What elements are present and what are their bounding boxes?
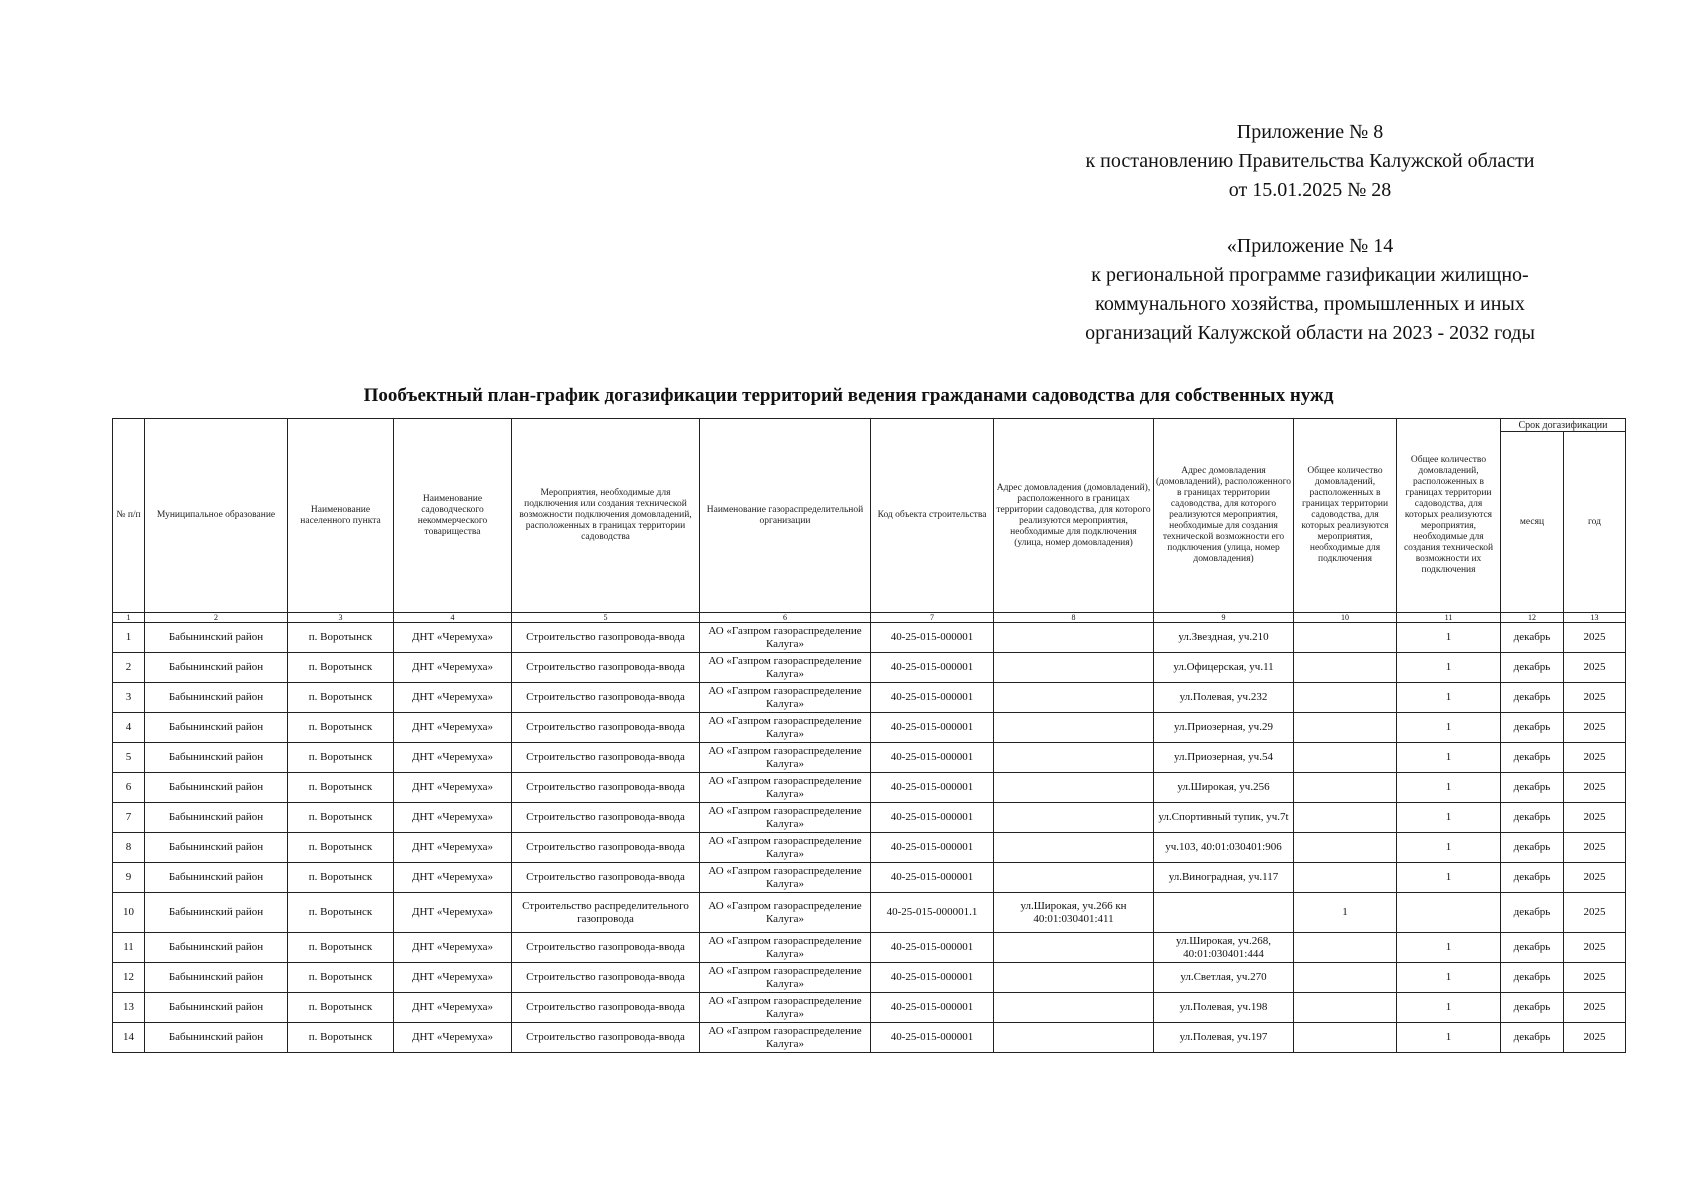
year-cell: 2025 [1564,933,1626,963]
settlement-cell: п. Воротынск [288,893,394,933]
partnership-cell: ДНТ «Черемуха» [394,683,512,713]
count-connection-cell: 1 [1294,893,1397,933]
address-capability-cell: ул.Широкая, уч.256 [1154,773,1294,803]
gas-org-cell: АО «Газпром газораспределение Калуга» [700,1023,871,1053]
municipality-cell: Бабынинский район [145,963,288,993]
header-year: год [1564,432,1626,613]
settlement-cell: п. Воротынск [288,833,394,863]
settlement-cell: п. Воротынск [288,1023,394,1053]
address-capability-cell: уч.103, 40:01:030401:906 [1154,833,1294,863]
header-line: от 15.01.2025 № 28 [1228,179,1392,201]
year-cell: 2025 [1564,803,1626,833]
count-capability-cell: 1 [1397,933,1501,963]
year-cell: 2025 [1564,963,1626,993]
measure-cell: Строительство газопровода-ввода [512,1023,700,1053]
measure-cell: Строительство газопровода-ввода [512,863,700,893]
month-cell: декабрь [1501,653,1564,683]
gas-org-cell: АО «Газпром газораспределение Калуга» [700,683,871,713]
object-code-cell: 40-25-015-000001 [871,713,994,743]
municipality-cell: Бабынинский район [145,833,288,863]
object-code-cell: 40-25-015-000001.1 [871,893,994,933]
count-connection-cell [1294,833,1397,863]
object-code-cell: 40-25-015-000001 [871,963,994,993]
partnership-cell: ДНТ «Черемуха» [394,993,512,1023]
partnership-cell: ДНТ «Черемуха» [394,743,512,773]
table-row [113,743,1626,773]
count-capability-cell: 1 [1397,713,1501,743]
month-cell: декабрь [1501,993,1564,1023]
count-connection-cell [1294,683,1397,713]
month-cell: декабрь [1501,623,1564,653]
table-row [113,833,1626,863]
year-cell: 2025 [1564,713,1626,743]
header-month: месяц [1501,432,1564,613]
month-cell: декабрь [1501,1023,1564,1053]
object-code-cell: 40-25-015-000001 [871,773,994,803]
column-number: 1 [113,613,145,623]
address-connection-cell [994,713,1154,743]
address-connection-cell [994,963,1154,993]
gas-org-cell: АО «Газпром газораспределение Калуга» [700,713,871,743]
row-number: 12 [113,963,145,993]
table-row [113,863,1626,893]
partnership-cell: ДНТ «Черемуха» [394,1023,512,1053]
measure-cell: Строительство распределительного газопровода [512,893,700,933]
address-capability-cell: ул.Широкая, уч.268, 40:01:030401:444 [1154,933,1294,963]
row-number: 7 [113,803,145,833]
year-cell: 2025 [1564,683,1626,713]
month-cell: декабрь [1501,833,1564,863]
address-connection-cell [994,653,1154,683]
month-cell: декабрь [1501,683,1564,713]
gas-org-cell: АО «Газпром газораспределение Калуга» [700,863,871,893]
address-capability-cell: ул.Полевая, уч.232 [1154,683,1294,713]
partnership-cell: ДНТ «Черемуха» [394,833,512,863]
column-number: 10 [1294,613,1397,623]
address-connection-cell [994,863,1154,893]
gas-org-cell: АО «Газпром газораспределение Калуга» [700,933,871,963]
header-address-connection: Адрес домовладения (домовладений), расположенного в границах территории садоводства, для которого реализуются мероприятия, необходимые для подключения (улица, номер домовладения) [994,419,1154,613]
partnership-cell: ДНТ «Черемуха» [394,653,512,683]
count-capability-cell [1397,893,1501,933]
count-capability-cell: 1 [1397,653,1501,683]
gas-org-cell: АО «Газпром газораспределение Калуга» [700,653,871,683]
object-code-cell: 40-25-015-000001 [871,863,994,893]
count-capability-cell: 1 [1397,623,1501,653]
header-line: к региональной программе газификации жилищно- [1091,264,1529,286]
municipality-cell: Бабынинский район [145,623,288,653]
table-row [113,933,1626,963]
count-connection-cell [1294,653,1397,683]
column-number: 13 [1564,613,1626,623]
count-connection-cell [1294,803,1397,833]
count-capability-cell: 1 [1397,833,1501,863]
header-gas-org: Наименование газораспределительной организации [700,419,871,613]
object-code-cell: 40-25-015-000001 [871,833,994,863]
address-capability-cell: ул.Виноградная, уч.117 [1154,863,1294,893]
count-connection-cell [1294,773,1397,803]
header-line: коммунального хозяйства, промышленных и иных [1095,293,1525,315]
year-cell: 2025 [1564,1023,1626,1053]
count-capability-cell: 1 [1397,993,1501,1023]
table-row [113,623,1626,653]
month-cell: декабрь [1501,743,1564,773]
municipality-cell: Бабынинский район [145,893,288,933]
address-connection-cell: ул.Широкая, уч.266 кн 40:01:030401:411 [994,893,1154,933]
year-cell: 2025 [1564,893,1626,933]
count-connection-cell [1294,623,1397,653]
address-connection-cell [994,933,1154,963]
municipality-cell: Бабынинский район [145,933,288,963]
header-object-code: Код объекта строительства [871,419,994,613]
table-row [113,683,1626,713]
year-cell: 2025 [1564,653,1626,683]
column-number: 11 [1397,613,1501,623]
year-cell: 2025 [1564,993,1626,1023]
address-connection-cell [994,773,1154,803]
header-line: Приложение № 8 [1236,121,1384,143]
gas-org-cell: АО «Газпром газораспределение Калуга» [700,993,871,1023]
month-cell: декабрь [1501,963,1564,993]
settlement-cell: п. Воротынск [288,773,394,803]
count-connection-cell [1294,963,1397,993]
table-row [113,963,1626,993]
address-capability-cell: ул.Светлая, уч.270 [1154,963,1294,993]
row-number: 13 [113,993,145,1023]
address-capability-cell: ул.Приозерная, уч.29 [1154,713,1294,743]
measure-cell: Строительство газопровода-ввода [512,713,700,743]
row-number: 8 [113,833,145,863]
column-number: 2 [145,613,288,623]
year-cell: 2025 [1564,833,1626,863]
municipality-cell: Бабынинский район [145,863,288,893]
column-number: 5 [512,613,700,623]
municipality-cell: Бабынинский район [145,993,288,1023]
address-capability-cell: ул.Звездная, уч.210 [1154,623,1294,653]
settlement-cell: п. Воротынск [288,743,394,773]
count-capability-cell: 1 [1397,773,1501,803]
object-code-cell: 40-25-015-000001 [871,1023,994,1053]
count-connection-cell [1294,713,1397,743]
month-cell: декабрь [1501,933,1564,963]
address-connection-cell [994,683,1154,713]
measure-cell: Строительство газопровода-ввода [512,773,700,803]
header-settlement: Наименование населенного пункта [288,419,394,613]
measure-cell: Строительство газопровода-ввода [512,653,700,683]
row-number: 2 [113,653,145,683]
partnership-cell: ДНТ «Черемуха» [394,893,512,933]
column-number: 4 [394,613,512,623]
appendix-14-header [1020,232,1600,348]
count-capability-cell: 1 [1397,683,1501,713]
header-address-capability: Адрес домовладения (домовладений), расположенного в границах территории садоводства, для которого реализуются мероприятия, необходимые для создания технической возможности его подключения (улица, номер домовладения) [1154,419,1294,613]
measure-cell: Строительство газопровода-ввода [512,993,700,1023]
header-measures: Мероприятия, необходимые для подключения или создания технической возможности подключения домовладений, расположенных в границах территории садоводства [512,419,700,613]
gas-org-cell: АО «Газпром газораспределение Калуга» [700,963,871,993]
address-capability-cell: ул.Полевая, уч.197 [1154,1023,1294,1053]
municipality-cell: Бабынинский район [145,743,288,773]
gas-org-cell: АО «Газпром газораспределение Калуга» [700,623,871,653]
header-line: к постановлению Правительства Калужской области [1085,150,1535,172]
object-code-cell: 40-25-015-000001 [871,743,994,773]
row-number: 5 [113,743,145,773]
partnership-cell: ДНТ «Черемуха» [394,803,512,833]
gas-org-cell: АО «Газпром газораспределение Калуга» [700,833,871,863]
count-capability-cell: 1 [1397,963,1501,993]
header-partnership: Наименование садоводческого некоммерческого товарищества [394,419,512,613]
column-number: 12 [1501,613,1564,623]
measure-cell: Строительство газопровода-ввода [512,743,700,773]
partnership-cell: ДНТ «Черемуха» [394,963,512,993]
table-row [113,993,1626,1023]
gas-org-cell: АО «Газпром газораспределение Калуга» [700,773,871,803]
object-code-cell: 40-25-015-000001 [871,993,994,1023]
count-capability-cell: 1 [1397,743,1501,773]
header-municipality: Муниципальное образование [145,419,288,613]
settlement-cell: п. Воротынск [288,653,394,683]
partnership-cell: ДНТ «Черемуха» [394,713,512,743]
settlement-cell: п. Воротынск [288,803,394,833]
address-capability-cell: ул.Спортивный тупик, уч.7t [1154,803,1294,833]
table-row [113,803,1626,833]
settlement-cell: п. Воротынск [288,683,394,713]
gas-org-cell: АО «Газпром газораспределение Калуга» [700,893,871,933]
month-cell: декабрь [1501,803,1564,833]
address-capability-cell: ул.Офицерская, уч.11 [1154,653,1294,683]
row-number: 6 [113,773,145,803]
year-cell: 2025 [1564,623,1626,653]
count-capability-cell: 1 [1397,1023,1501,1053]
settlement-cell: п. Воротынск [288,623,394,653]
object-code-cell: 40-25-015-000001 [871,623,994,653]
object-code-cell: 40-25-015-000001 [871,933,994,963]
count-connection-cell [1294,863,1397,893]
month-cell: декабрь [1501,893,1564,933]
partnership-cell: ДНТ «Черемуха» [394,623,512,653]
partnership-cell: ДНТ «Черемуха» [394,773,512,803]
partnership-cell: ДНТ «Черемуха» [394,933,512,963]
partnership-cell: ДНТ «Черемуха» [394,863,512,893]
municipality-cell: Бабынинский район [145,773,288,803]
row-number: 9 [113,863,145,893]
address-connection-cell [994,743,1154,773]
row-number: 4 [113,713,145,743]
header-line: организаций Калужской области на 2023 - 2032 годы [1085,322,1535,344]
object-code-cell: 40-25-015-000001 [871,653,994,683]
count-capability-cell: 1 [1397,863,1501,893]
gasification-schedule-table [112,418,1626,1053]
year-cell: 2025 [1564,773,1626,803]
settlement-cell: п. Воротынск [288,933,394,963]
address-connection-cell [994,623,1154,653]
gas-org-cell: АО «Газпром газораспределение Калуга» [700,803,871,833]
address-connection-cell [994,993,1154,1023]
municipality-cell: Бабынинский район [145,683,288,713]
table-row [113,773,1626,803]
year-cell: 2025 [1564,863,1626,893]
count-connection-cell [1294,743,1397,773]
address-capability-cell: ул.Приозерная, уч.54 [1154,743,1294,773]
municipality-cell: Бабынинский район [145,713,288,743]
document-title: Пообъектный план-график догазификации территорий ведения гражданами садоводства для собственных нужд [363,385,1334,406]
header-number: № п/п [113,419,145,613]
address-connection-cell [994,803,1154,833]
count-connection-cell [1294,993,1397,1023]
column-number: 8 [994,613,1154,623]
measure-cell: Строительство газопровода-ввода [512,963,700,993]
municipality-cell: Бабынинский район [145,803,288,833]
month-cell: декабрь [1501,713,1564,743]
row-number: 11 [113,933,145,963]
column-number: 9 [1154,613,1294,623]
table-row [113,893,1626,933]
measure-cell: Строительство газопровода-ввода [512,623,700,653]
header-line: «Приложение № 14 [1226,235,1394,257]
column-number: 6 [700,613,871,623]
appendix-8-header [1020,118,1600,205]
settlement-cell: п. Воротынск [288,963,394,993]
row-number: 3 [113,683,145,713]
count-connection-cell [1294,933,1397,963]
address-connection-cell [994,833,1154,863]
address-capability-cell [1154,893,1294,933]
settlement-cell: п. Воротынск [288,993,394,1023]
address-capability-cell: ул.Полевая, уч.198 [1154,993,1294,1023]
month-cell: декабрь [1501,773,1564,803]
row-number: 10 [113,893,145,933]
header-count-capability: Общее количество домовладений, расположенных в границах территории садоводства, для которых реализуются мероприятия, необходимые для создания технической возможности их подключения [1397,419,1501,613]
settlement-cell: п. Воротынск [288,863,394,893]
column-number: 7 [871,613,994,623]
year-cell: 2025 [1564,743,1626,773]
measure-cell: Строительство газопровода-ввода [512,683,700,713]
address-connection-cell [994,1023,1154,1053]
row-number: 14 [113,1023,145,1053]
measure-cell: Строительство газопровода-ввода [512,933,700,963]
settlement-cell: п. Воротынск [288,713,394,743]
measure-cell: Строительство газопровода-ввода [512,803,700,833]
row-number: 1 [113,623,145,653]
gas-org-cell: АО «Газпром газораспределение Калуга» [700,743,871,773]
municipality-cell: Бабынинский район [145,653,288,683]
municipality-cell: Бабынинский район [145,1023,288,1053]
table-row [113,1023,1626,1053]
object-code-cell: 40-25-015-000001 [871,683,994,713]
table-row [113,653,1626,683]
count-connection-cell [1294,1023,1397,1053]
month-cell: декабрь [1501,863,1564,893]
header-count-connection: Общее количество домовладений, расположенных в границах территории садоводства, для которых реализуются мероприятия, необходимые для подключения [1294,419,1397,613]
count-capability-cell: 1 [1397,803,1501,833]
measure-cell: Строительство газопровода-ввода [512,833,700,863]
object-code-cell: 40-25-015-000001 [871,803,994,833]
table-row [113,713,1626,743]
column-number: 3 [288,613,394,623]
header-deadline-group: Срок догазификации [1501,419,1626,432]
